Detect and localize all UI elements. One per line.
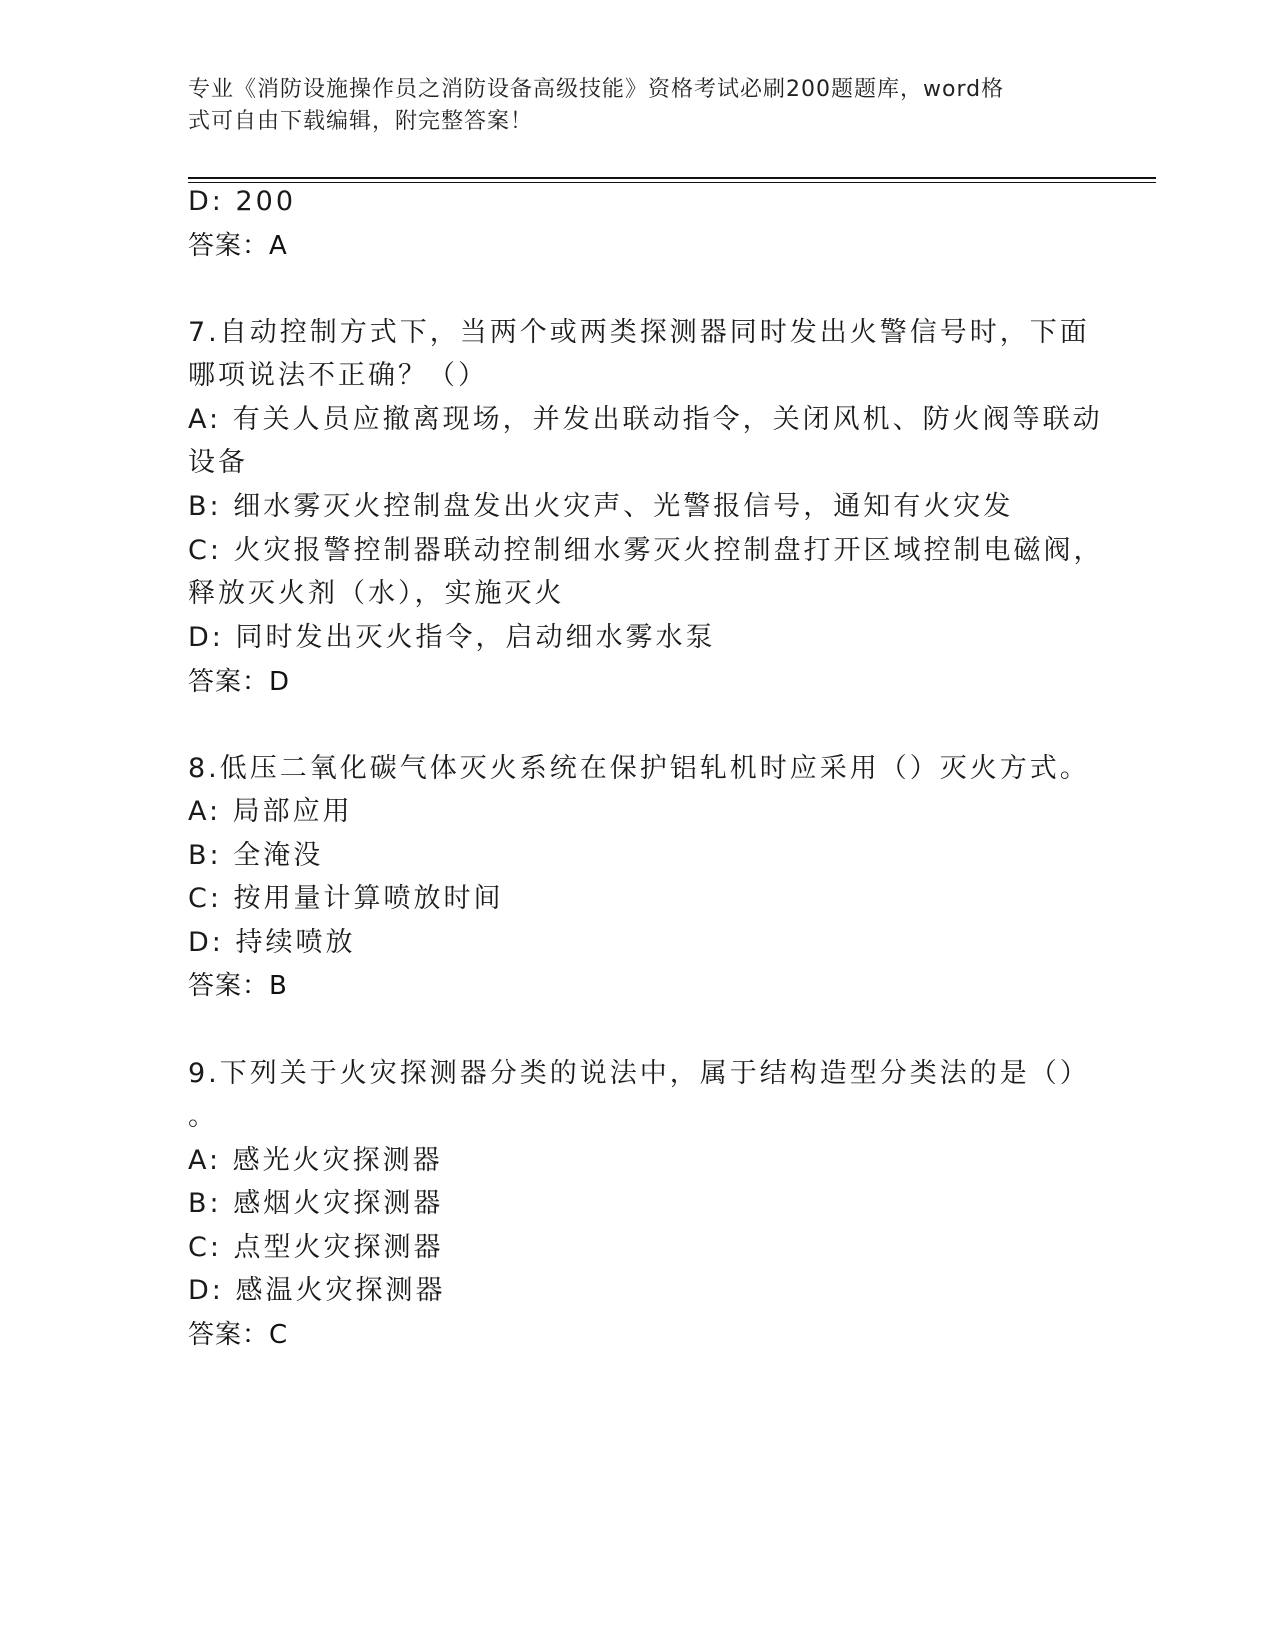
q9-option-b: B: 感烟火灾探测器 [188, 1188, 444, 1219]
document-header [188, 74, 1088, 138]
q9-option-a: A: 感光火灾探测器 [188, 1145, 443, 1176]
q7-option-a-line-1: A: 有关人员应撤离现场，并发出联动指令，关闭风机、防火阀等联动 [188, 404, 1103, 435]
header-line-2: 式可自由下载编辑，附完整答案！ [188, 109, 534, 134]
q7-stem-line-2: 哪项说法不正确？（） [188, 360, 488, 391]
q9-option-d: D: 感温火灾探测器 [188, 1275, 446, 1306]
q7-answer: 答案：D [188, 667, 291, 697]
q9-stem-line-1: 9.下列关于火灾探测器分类的说法中，属于结构造型分类法的是（） [188, 1058, 1090, 1089]
q9-option-c: C: 点型火灾探测器 [188, 1232, 444, 1263]
q6-option-d: D: 200 [188, 186, 297, 217]
q8-option-c: C: 按用量计算喷放时间 [188, 883, 504, 914]
q7-option-c-line-2: 释放灭火剂（水），实施灭火 [188, 578, 565, 609]
header-divider-thin [188, 182, 1156, 183]
q7-option-a-line-2: 设备 [188, 447, 248, 478]
q8-option-a: A: 局部应用 [188, 796, 353, 827]
q8-stem: 8.低压二氧化碳气体灭火系统在保护铝轧机时应采用（）灭火方式。 [188, 753, 1090, 784]
q6-answer: 答案：A [188, 231, 288, 261]
q8-answer: 答案：B [188, 971, 288, 1001]
q7-option-b: B: 细水雾灭火控制盘发出火灾声、光警报信号，通知有火灾发 [188, 491, 1014, 522]
q9-answer: 答案：C [188, 1320, 289, 1350]
header-divider-thick [188, 177, 1156, 179]
header-line-1: 专业《消防设施操作员之消防设备高级技能》资格考试必刷200题题库，word格 [188, 77, 1005, 102]
q7-option-d: D: 同时发出灭火指令，启动细水雾水泵 [188, 622, 716, 653]
q7-option-c-line-1: C: 火灾报警控制器联动控制细水雾灭火控制盘打开区域控制电磁阀， [188, 535, 1104, 566]
q7-stem-line-1: 7.自动控制方式下，当两个或两类探测器同时发出火警信号时，下面 [188, 317, 1090, 348]
q9-stem-line-2: 。 [188, 1101, 218, 1132]
q8-option-d: D: 持续喷放 [188, 927, 356, 958]
q8-option-b: B: 全淹没 [188, 840, 324, 871]
